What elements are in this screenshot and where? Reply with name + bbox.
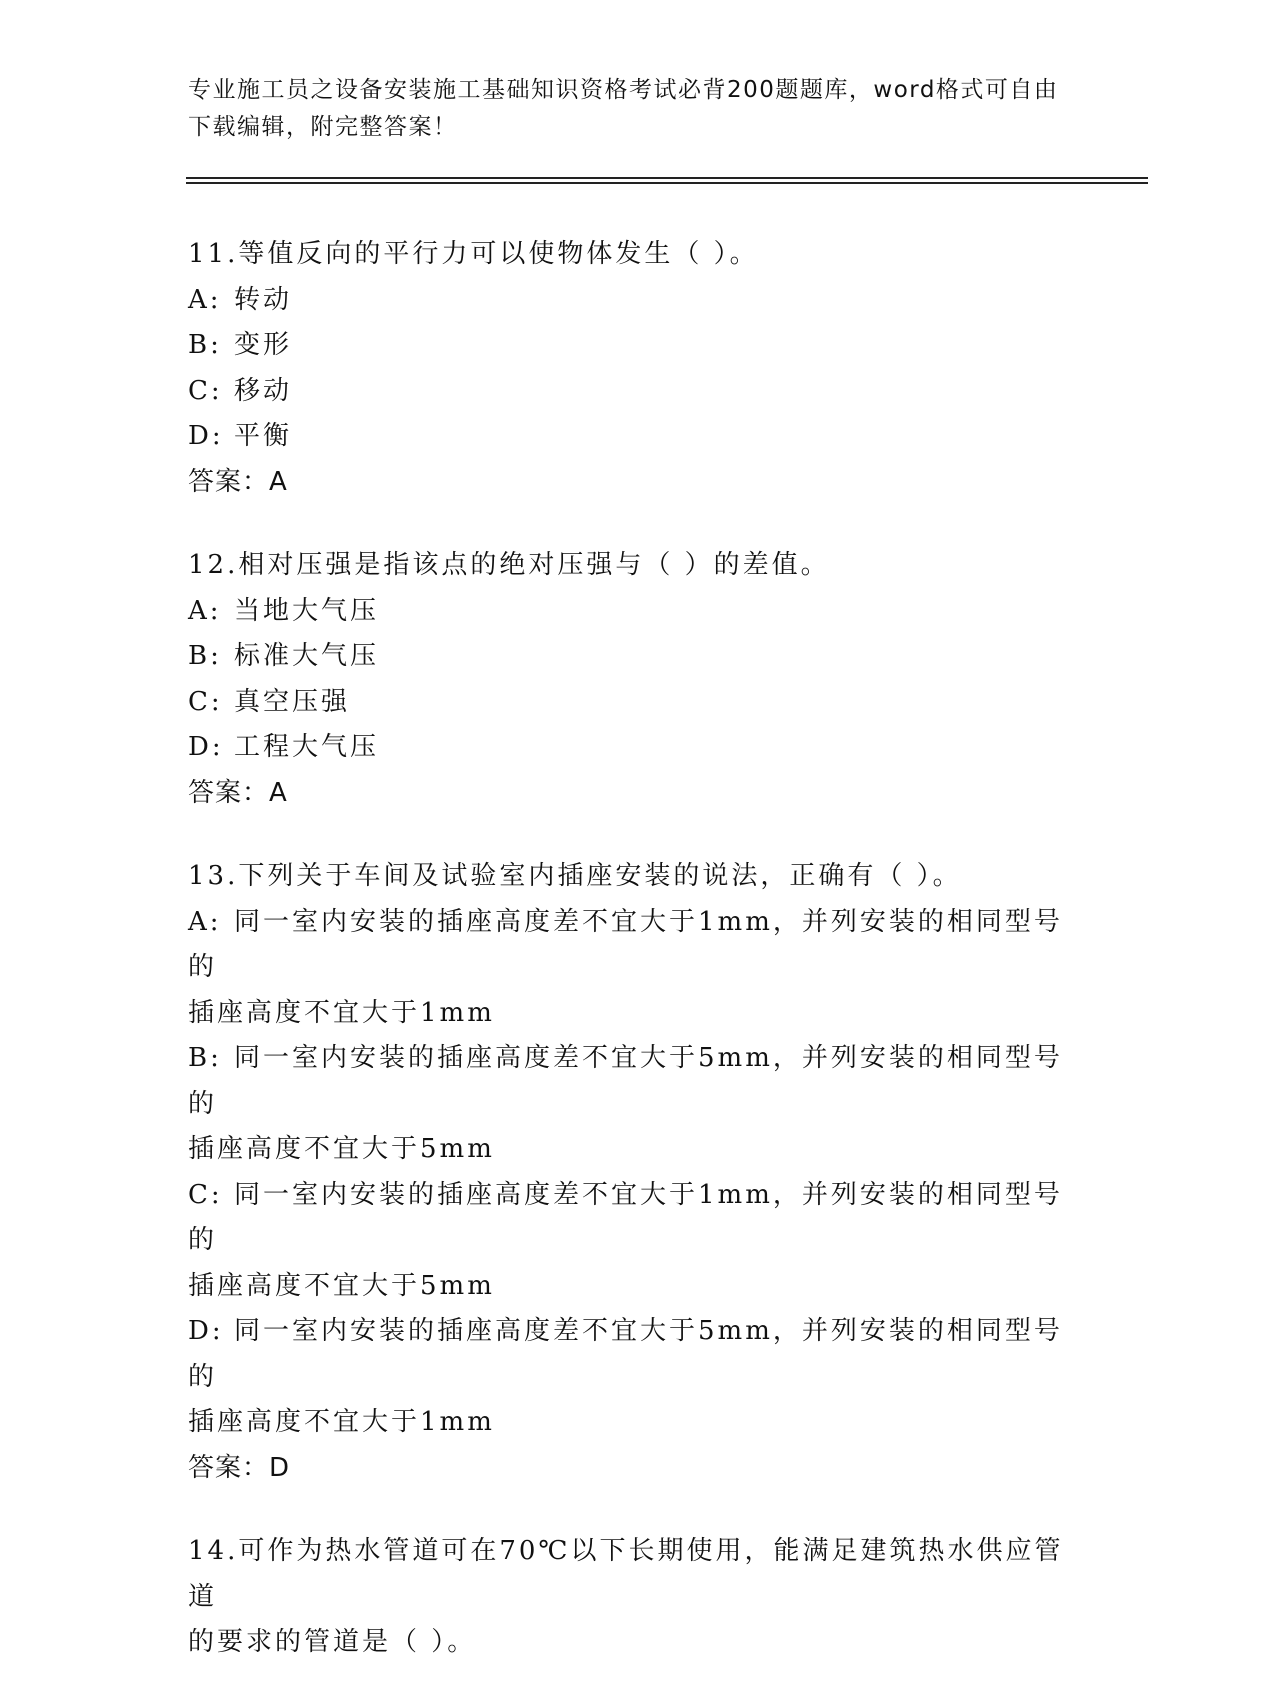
option-key: C: bbox=[188, 1179, 223, 1210]
option-key: C: bbox=[188, 375, 223, 406]
header-line-1: 专业施工员之设备安装施工基础知识资格考试必背200题题库，word格式可自由 bbox=[188, 77, 1059, 103]
answer-option bbox=[188, 1309, 1088, 1400]
option-key: A: bbox=[188, 595, 222, 626]
option-text: 标准大气压 bbox=[234, 641, 380, 671]
option-text: 真空压强 bbox=[234, 686, 351, 717]
answer-option bbox=[188, 1173, 1088, 1264]
option-key: B: bbox=[188, 641, 222, 671]
option-key: D: bbox=[188, 1316, 224, 1346]
answer-option bbox=[188, 589, 1088, 635]
option-text: 工程大气压 bbox=[234, 732, 380, 762]
answer-option bbox=[188, 278, 1088, 324]
document-header bbox=[188, 72, 1088, 146]
option-key: A: bbox=[188, 284, 222, 315]
question-stem: 的要求的管道是（ ）。 bbox=[188, 1627, 477, 1657]
question-block bbox=[188, 854, 1088, 1491]
answer-option bbox=[188, 1264, 1088, 1310]
question-block bbox=[188, 232, 1088, 505]
option-key: D: bbox=[188, 732, 224, 762]
option-text: 同一室内安装的插座高度差不宜大于1mm，并列安装的相同型号的 bbox=[188, 906, 1063, 982]
option-text: 变形 bbox=[234, 330, 293, 360]
answer-option bbox=[188, 323, 1088, 369]
option-text: 插座高度不宜大于1mm bbox=[188, 1407, 495, 1437]
answer-option bbox=[188, 1036, 1088, 1127]
option-key: C: bbox=[188, 686, 223, 717]
header-line-2: 下载编辑，附完整答案！ bbox=[188, 114, 458, 140]
option-text: 插座高度不宜大于5mm bbox=[188, 1270, 495, 1301]
option-text: 平衡 bbox=[234, 421, 293, 451]
option-key: A: bbox=[188, 906, 222, 937]
answer-option bbox=[188, 1400, 1088, 1446]
question-stem: 12.相对压强是指该点的绝对压强与（ ）的差值。 bbox=[188, 550, 830, 580]
option-text: 插座高度不宜大于1mm bbox=[188, 997, 495, 1028]
answer-option bbox=[188, 680, 1088, 726]
answer-line: 答案：A bbox=[188, 777, 288, 808]
option-text: 移动 bbox=[234, 375, 293, 406]
question-block bbox=[188, 543, 1088, 816]
answer-line: 答案：D bbox=[188, 1452, 291, 1483]
answer-option bbox=[188, 414, 1088, 460]
answer-option bbox=[188, 369, 1088, 415]
header-rule-top bbox=[186, 177, 1148, 179]
question-stem: 13.下列关于车间及试验室内插座安装的说法，正确有（ ）。 bbox=[188, 861, 962, 891]
option-text: 同一室内安装的插座高度差不宜大于1mm，并列安装的相同型号的 bbox=[188, 1179, 1063, 1255]
answer-line: 答案：A bbox=[188, 466, 288, 497]
option-text: 同一室内安装的插座高度差不宜大于5mm，并列安装的相同型号的 bbox=[188, 1043, 1063, 1119]
answer-option bbox=[188, 900, 1088, 991]
header-rule-bottom bbox=[186, 182, 1148, 184]
question-stem: 11.等值反向的平行力可以使物体发生（ ）。 bbox=[188, 239, 759, 269]
option-text: 转动 bbox=[234, 284, 293, 315]
question-list bbox=[188, 232, 1088, 1704]
option-key: B: bbox=[188, 330, 222, 360]
option-text: 插座高度不宜大于5mm bbox=[188, 1134, 495, 1164]
option-key: B: bbox=[188, 1043, 222, 1073]
question-block bbox=[188, 1529, 1088, 1666]
option-text: 当地大气压 bbox=[234, 595, 380, 626]
question-stem: 14.可作为热水管道可在70℃以下长期使用，能满足建筑热水供应管道 bbox=[188, 1536, 1064, 1612]
answer-option bbox=[188, 991, 1088, 1037]
answer-option bbox=[188, 634, 1088, 680]
answer-option bbox=[188, 725, 1088, 771]
option-key: D: bbox=[188, 421, 224, 451]
option-text: 同一室内安装的插座高度差不宜大于5mm，并列安装的相同型号的 bbox=[188, 1316, 1063, 1392]
answer-option bbox=[188, 1127, 1088, 1173]
